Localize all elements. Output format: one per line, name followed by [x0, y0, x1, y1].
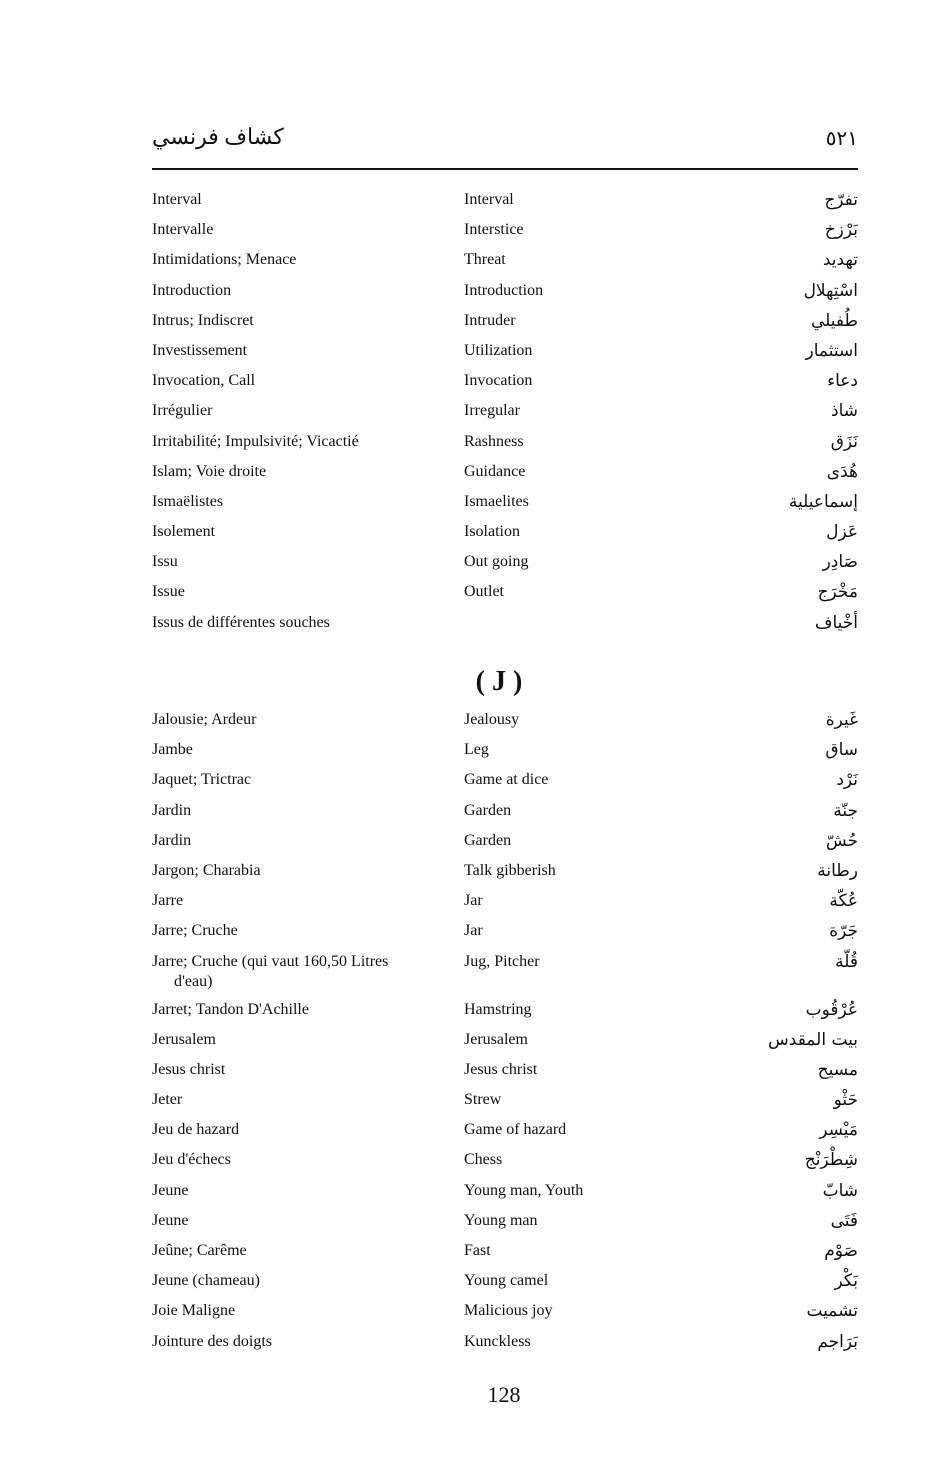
- arabic-term: بَرْزخ: [824, 220, 858, 241]
- glossary-entry: [152, 952, 858, 1000]
- arabic-term: استثمار: [805, 340, 858, 361]
- french-term-text: Jargon; Charabia: [152, 861, 261, 879]
- english-term: Chess: [464, 1151, 503, 1169]
- glossary-entry: [152, 250, 858, 280]
- glossary-section-j: [152, 710, 858, 1362]
- header-title: كشاف فرنسي: [152, 124, 284, 149]
- running-header: [152, 118, 858, 158]
- glossary-entry: [152, 1060, 858, 1090]
- arabic-term: عُكّة: [829, 891, 858, 912]
- french-term: [152, 952, 442, 992]
- french-term: [152, 190, 442, 210]
- glossary-entry: [152, 522, 858, 552]
- english-term: Rashness: [464, 432, 524, 450]
- french-term: [152, 552, 442, 572]
- english-term: Kunckless: [464, 1332, 531, 1350]
- arabic-term: صَوْم: [824, 1241, 858, 1261]
- french-term-text: Jambe: [152, 741, 193, 759]
- arabic-term: دعاء: [827, 371, 858, 392]
- french-term: [152, 891, 442, 911]
- arabic-term: شاذ: [831, 401, 858, 422]
- english-term: Garden: [464, 831, 512, 849]
- french-term: [152, 801, 442, 821]
- english-term: Malicious joy: [464, 1302, 553, 1320]
- french-term: [152, 740, 442, 760]
- french-term-text: Intrus; Indiscret: [152, 311, 254, 329]
- french-term-text: Jeûne; Carême: [152, 1242, 247, 1259]
- glossary-entry: [152, 582, 858, 612]
- french-term: [152, 432, 442, 452]
- glossary-section-i: [152, 190, 858, 643]
- glossary-entry: [152, 1332, 858, 1362]
- english-term: Jug, Pitcher: [464, 952, 540, 970]
- english-term: Isolation: [464, 523, 520, 541]
- glossary-entry: [152, 861, 858, 891]
- english-term: Threat: [464, 251, 506, 269]
- arabic-term: مسيح: [817, 1059, 858, 1080]
- page-number: 128: [487, 1382, 521, 1407]
- glossary-entry: [152, 462, 858, 492]
- glossary-entry: [152, 710, 858, 740]
- english-term: Jar: [464, 892, 483, 910]
- english-term: Invocation: [464, 372, 533, 390]
- french-term: [152, 401, 442, 421]
- arabic-term: جنّة: [833, 800, 858, 821]
- arabic-term: اسْتِهلال: [803, 280, 858, 301]
- french-term-text: Jerusalem: [152, 1030, 216, 1048]
- english-term: Talk gibberish: [464, 861, 556, 879]
- arabic-term: بَرَاجم: [817, 1331, 858, 1352]
- french-term-text: Ismaëlistes: [152, 492, 224, 510]
- english-term: Strew: [464, 1091, 502, 1109]
- glossary-entry: [152, 401, 858, 431]
- arabic-term: جَرّة: [829, 921, 858, 942]
- english-term: Out going: [464, 553, 529, 571]
- french-term-text: Jarret; Tandon D'Achille: [152, 1000, 309, 1018]
- glossary-entry: [152, 1090, 858, 1120]
- french-term: [152, 250, 442, 270]
- french-term-text: Jarre; Cruche (qui vaut 160,50 Litres: [152, 952, 389, 970]
- english-term: Young man, Youth: [464, 1181, 584, 1199]
- english-term: Jesus christ: [464, 1060, 538, 1078]
- english-term: Jealousy: [464, 711, 520, 728]
- arabic-term: حُشّ: [825, 830, 858, 851]
- arabic-term: غَيرة: [825, 710, 858, 730]
- french-term-text: Joie Maligne: [152, 1302, 236, 1320]
- glossary-entry: [152, 552, 858, 582]
- english-term: Guidance: [464, 462, 526, 480]
- english-term: Intruder: [464, 311, 516, 329]
- french-term: [152, 710, 442, 730]
- french-term: [152, 613, 442, 633]
- french-term-text: Interval: [152, 191, 202, 208]
- arabic-term: عَزل: [826, 522, 858, 543]
- arabic-term: طُفيلي: [810, 310, 858, 331]
- french-term-text: Jeune: [152, 1211, 189, 1229]
- french-term: [152, 1150, 442, 1170]
- french-term: [152, 1090, 442, 1110]
- english-term: Game at dice: [464, 771, 549, 789]
- arabic-term: عُرْقُوب: [805, 999, 858, 1020]
- french-term-text: Islam; Voie droite: [152, 462, 267, 480]
- french-term: [152, 311, 442, 331]
- english-term: Garden: [464, 801, 512, 819]
- english-term: Irregular: [464, 402, 520, 420]
- french-term-text: Introduction: [152, 281, 232, 299]
- french-term: [152, 371, 442, 391]
- english-term: Leg: [464, 741, 489, 759]
- glossary-entry: [152, 1181, 858, 1211]
- french-term-text: Jarre: [152, 892, 184, 910]
- arabic-term: بَكْر: [834, 1271, 858, 1292]
- arabic-term: شابّ: [822, 1180, 858, 1201]
- french-term: [152, 831, 442, 851]
- french-term-text: Jaquet; Trictrac: [152, 771, 252, 789]
- english-term: Ismaelites: [464, 492, 529, 510]
- french-term-text: Jalousie; Ardeur: [152, 711, 257, 728]
- arabic-term: بيت المقدس: [768, 1029, 858, 1050]
- french-term-text: Jeune (chameau): [152, 1272, 260, 1290]
- french-term-continuation: d'eau): [174, 972, 213, 990]
- french-term: [152, 1241, 442, 1261]
- glossary-entry: [152, 891, 858, 921]
- french-term-text: Jardin: [152, 801, 192, 819]
- french-term: [152, 1060, 442, 1080]
- arabic-term: تفرّج: [824, 190, 858, 210]
- arabic-term: فَتَى: [830, 1210, 858, 1231]
- arabic-term: رطانة: [817, 860, 858, 881]
- glossary-entry: [152, 770, 858, 800]
- arabic-term: مَيْسِر: [819, 1120, 858, 1141]
- arabic-term: تهديد: [822, 250, 858, 271]
- glossary-entry: [152, 190, 858, 220]
- french-term-text: Irritabilité; Impulsivité; Vicactié: [152, 432, 359, 450]
- english-term: Interstice: [464, 221, 524, 239]
- glossary-entry: [152, 1301, 858, 1331]
- arabic-term: تشميت: [806, 1301, 858, 1322]
- french-term-text: Jeu d'échecs: [152, 1151, 231, 1169]
- french-term-text: Jointure des doigts: [152, 1332, 272, 1350]
- french-term: [152, 1120, 442, 1140]
- french-term-text: Jeu de hazard: [152, 1121, 240, 1139]
- french-term: [152, 1030, 442, 1050]
- arabic-term: نَزَق: [830, 431, 858, 452]
- english-term: Interval: [464, 191, 514, 208]
- glossary-entry: [152, 1150, 858, 1180]
- arabic-term: شِطْرَنْج: [804, 1150, 858, 1171]
- glossary-entry: [152, 1030, 858, 1060]
- english-term: Utilization: [464, 341, 533, 359]
- french-term: [152, 1332, 442, 1352]
- english-term: Fast: [464, 1242, 491, 1259]
- glossary-entry: [152, 1000, 858, 1030]
- french-term-text: Jeter: [152, 1091, 183, 1109]
- arabic-term: مَخْرَج: [817, 582, 858, 603]
- french-term: [152, 1181, 442, 1201]
- glossary-entry: [152, 1271, 858, 1301]
- arabic-term: قُلّة: [835, 951, 858, 972]
- glossary-entry: [152, 1120, 858, 1150]
- glossary-entry: [152, 220, 858, 250]
- french-term: [152, 921, 442, 941]
- french-term-text: Isolement: [152, 523, 216, 541]
- english-term: Outlet: [464, 583, 504, 601]
- glossary-entry: [152, 341, 858, 371]
- french-term: [152, 462, 442, 482]
- french-term-text: Jardin: [152, 831, 192, 849]
- french-term: [152, 1301, 442, 1321]
- glossary-entry: [152, 311, 858, 341]
- french-term: [152, 582, 442, 602]
- letter-heading: ( J ): [475, 666, 523, 697]
- french-term: [152, 1271, 442, 1291]
- french-term: [152, 341, 442, 361]
- french-term: [152, 220, 442, 240]
- english-term: Jar: [464, 922, 483, 940]
- glossary-entry: [152, 921, 858, 951]
- glossary-entry: [152, 831, 858, 861]
- glossary-entry: [152, 1241, 858, 1271]
- french-term: [152, 492, 442, 512]
- glossary-entry: [152, 801, 858, 831]
- header-page-number: ٥٢١: [825, 128, 858, 150]
- arabic-term: صَادِر: [822, 552, 858, 573]
- french-term-text: Irrégulier: [152, 402, 213, 420]
- glossary-entry: [152, 371, 858, 401]
- french-term: [152, 861, 442, 881]
- arabic-term: إسماعيلية: [788, 491, 858, 512]
- glossary-entry: [152, 613, 858, 643]
- english-term: Jerusalem: [464, 1030, 528, 1048]
- arabic-term: ساق: [825, 740, 858, 761]
- english-term: Game of hazard: [464, 1121, 567, 1139]
- french-term-text: Jeune: [152, 1181, 189, 1199]
- french-term-text: Jesus christ: [152, 1060, 226, 1078]
- french-term: [152, 522, 442, 542]
- french-term-text: Investissement: [152, 341, 248, 359]
- french-term-text: Intimidations; Menace: [152, 251, 297, 269]
- french-term: [152, 1211, 442, 1231]
- glossary-entry: [152, 1211, 858, 1241]
- french-term: [152, 1000, 442, 1020]
- glossary-entry: [152, 281, 858, 311]
- arabic-term: هُدَى: [826, 461, 858, 482]
- french-term-text: Jarre; Cruche: [152, 922, 238, 940]
- glossary-entry: [152, 432, 858, 462]
- french-term-text: Issu: [152, 553, 178, 571]
- french-term: [152, 770, 442, 790]
- glossary-entry: [152, 740, 858, 770]
- french-term-text: Intervalle: [152, 221, 214, 239]
- glossary-entry: [152, 492, 858, 522]
- english-term: Young man: [464, 1211, 538, 1229]
- header-rule: [152, 168, 858, 170]
- french-term: [152, 281, 442, 301]
- english-term: Hamstring: [464, 1000, 532, 1018]
- french-term-text: Invocation, Call: [152, 372, 256, 390]
- english-term: Introduction: [464, 281, 544, 299]
- arabic-term: أخْياف: [814, 612, 858, 633]
- english-term: Young camel: [464, 1272, 549, 1290]
- arabic-term: نَرْد: [836, 770, 858, 791]
- french-term-text: Issue: [152, 583, 185, 601]
- french-term-text: Issus de différentes souches: [152, 613, 330, 631]
- arabic-term: حَثْو: [833, 1090, 858, 1111]
